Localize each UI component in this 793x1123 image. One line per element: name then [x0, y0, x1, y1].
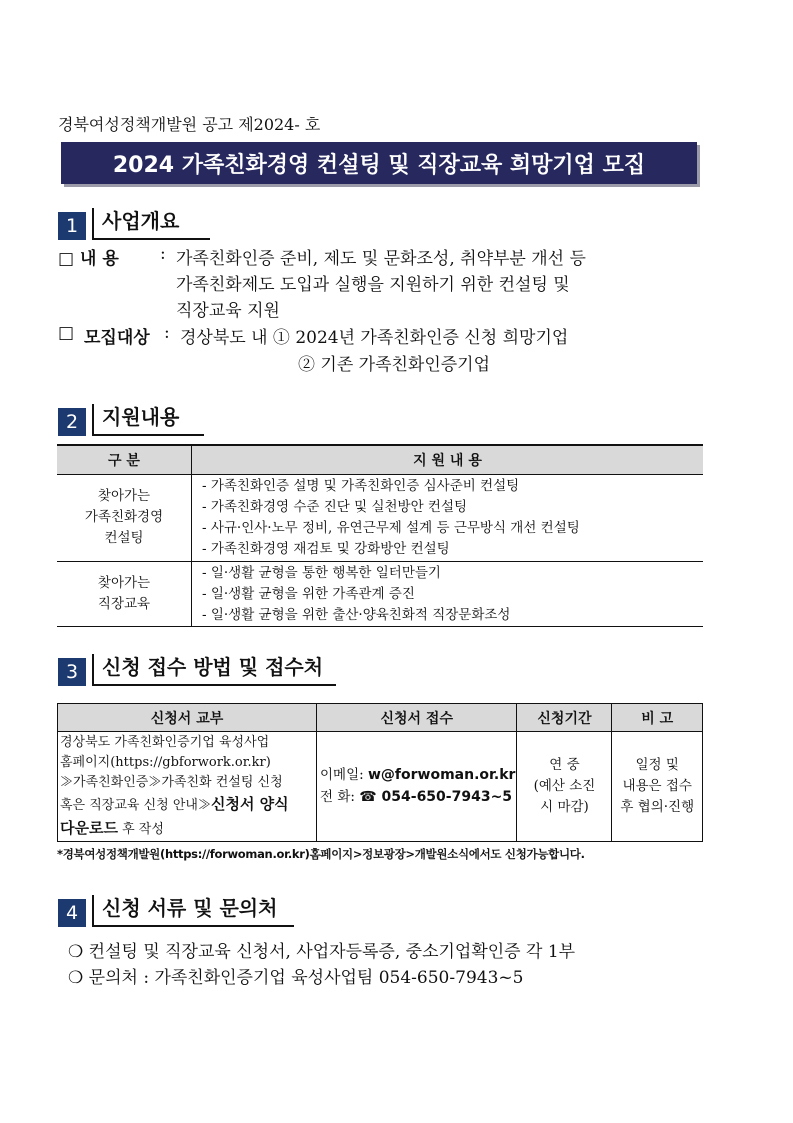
target-label: 모집대상 [84, 328, 150, 348]
period-cell [517, 732, 612, 842]
content-label: □ 내 용 [58, 249, 119, 269]
form-download-text: 다운로드 [60, 818, 118, 837]
email-link[interactable]: w@forwoman.or.kr [367, 766, 516, 783]
list-item: - 가족친화경영 수준 진단 및 실천방안 컨설팅 [202, 498, 468, 515]
table-row [58, 732, 703, 842]
checkbox-icon: □ [58, 323, 75, 343]
issue-line: ≫가족친화인증≫가족친화 컨설팅 신청 [60, 775, 283, 791]
notice-number: 경북여성정책개발원 공고 제2024- 호 [58, 115, 321, 134]
section-3-header [58, 654, 336, 686]
remark-text: 일정 및 [635, 757, 679, 774]
list-item: - 일·생활 균형을 통한 행복한 일터만들기 [202, 564, 441, 581]
list-item: - 사규·인사·노무 정비, 유연근무제 설계 등 근무방식 개선 컨설팅 [202, 519, 580, 536]
list-item: - 일·생활 균형을 위한 출산·양육친화적 직장문화조성 [202, 606, 511, 623]
list-item: - 가족친화경영 재검토 및 강화방안 컨설팅 [202, 540, 450, 557]
table-header: 지 원 내 용 [192, 445, 704, 475]
table-header: 신청서 접수 [317, 704, 517, 732]
table-header: 비 고 [612, 704, 703, 732]
section-title: 신청 서류 및 문의처 [92, 895, 294, 927]
form-download-text: 신청서 양식 [210, 795, 289, 814]
section-title: 사업개요 [92, 208, 210, 240]
section-number: 4 [58, 899, 86, 927]
section-number: 2 [58, 408, 86, 436]
category-text: 직장교육 [97, 596, 151, 613]
section-1-header [58, 208, 210, 240]
phone-label: 전 화: [320, 789, 360, 806]
content-sep: : [160, 244, 166, 264]
issue-line: 홈페이지(https://gbforwork.or.kr) [60, 755, 271, 771]
list-item: ❍ 문의처 : 가족친화인증기업 육성사업팀 054-650-7943~5 [68, 968, 524, 988]
issue-cell [58, 732, 317, 842]
table-row [57, 475, 703, 562]
period-text: 시 마감) [540, 798, 589, 815]
category-text: 찾아가는 [97, 575, 151, 592]
list-item: - 가족친화인증 설명 및 가족친화인증 심사준비 컨설팅 [202, 478, 520, 494]
section-title: 신청 접수 방법 및 접수처 [92, 654, 336, 686]
category-text: 가족친화경영 [84, 509, 164, 526]
category-text: 찾아가는 [97, 488, 151, 505]
receipt-cell [317, 732, 517, 842]
email-label: 이메일: [320, 766, 368, 783]
content-cell [192, 561, 704, 627]
category-cell [57, 561, 192, 627]
period-text: (예산 소진 [533, 778, 596, 794]
list-item: - 일·생활 균형을 위한 가족관계 증진 [202, 585, 415, 602]
table-header: 신청기간 [517, 704, 612, 732]
footnote: *경북여성정책개발원(https://forwoman.or.kr)홈페이지>정보광장>개발원소식에서도 신청가능합니다. [57, 847, 585, 861]
phone-number: ☎ 054-650-7943~5 [359, 789, 513, 806]
application-table [57, 703, 703, 842]
section-number: 3 [58, 658, 86, 686]
category-cell [57, 475, 192, 562]
issue-line: 혹은 직장교육 신청 안내≫ [60, 798, 211, 814]
support-table [57, 444, 703, 627]
issue-line: 경상북도 가족친화인증기업 육성사업 [60, 735, 270, 750]
content-line: 가족친화제도 도입과 실행을 지원하기 위한 컨설팅 및 [176, 275, 570, 295]
table-header: 구 분 [57, 445, 192, 475]
section-number: 1 [58, 212, 86, 240]
content-line: 가족친화인증 준비, 제도 및 문화조성, 취약부분 개선 등 [176, 249, 586, 269]
target-line: 경상북도 내 ① 2024년 가족친화인증 신청 희망기업 [180, 328, 569, 348]
table-row [57, 561, 703, 627]
target-sep: : [164, 323, 170, 343]
category-text: 컨설팅 [104, 530, 144, 547]
table-header: 신청서 교부 [58, 704, 317, 732]
section-title: 지원내용 [92, 404, 204, 436]
remark-text: 내용은 접수 [622, 778, 692, 794]
page-title: 2024 가족친화경영 컨설팅 및 직장교육 희망기업 모집 [61, 142, 697, 184]
remark-text: 후 협의·진행 [620, 798, 695, 815]
issue-tail: 후 작성 [117, 821, 164, 837]
section-2-header [58, 404, 204, 436]
remark-cell [612, 732, 703, 842]
period-text: 연 중 [549, 757, 580, 774]
content-line: 직장교육 지원 [176, 301, 280, 321]
list-item: ❍ 컨설팅 및 직장교육 신청서, 사업자등록증, 중소기업확인증 각 1부 [68, 942, 576, 962]
target-line: ② 기존 가족친화인증기업 [298, 355, 491, 375]
section-4-header [58, 895, 294, 927]
content-cell [192, 475, 704, 562]
